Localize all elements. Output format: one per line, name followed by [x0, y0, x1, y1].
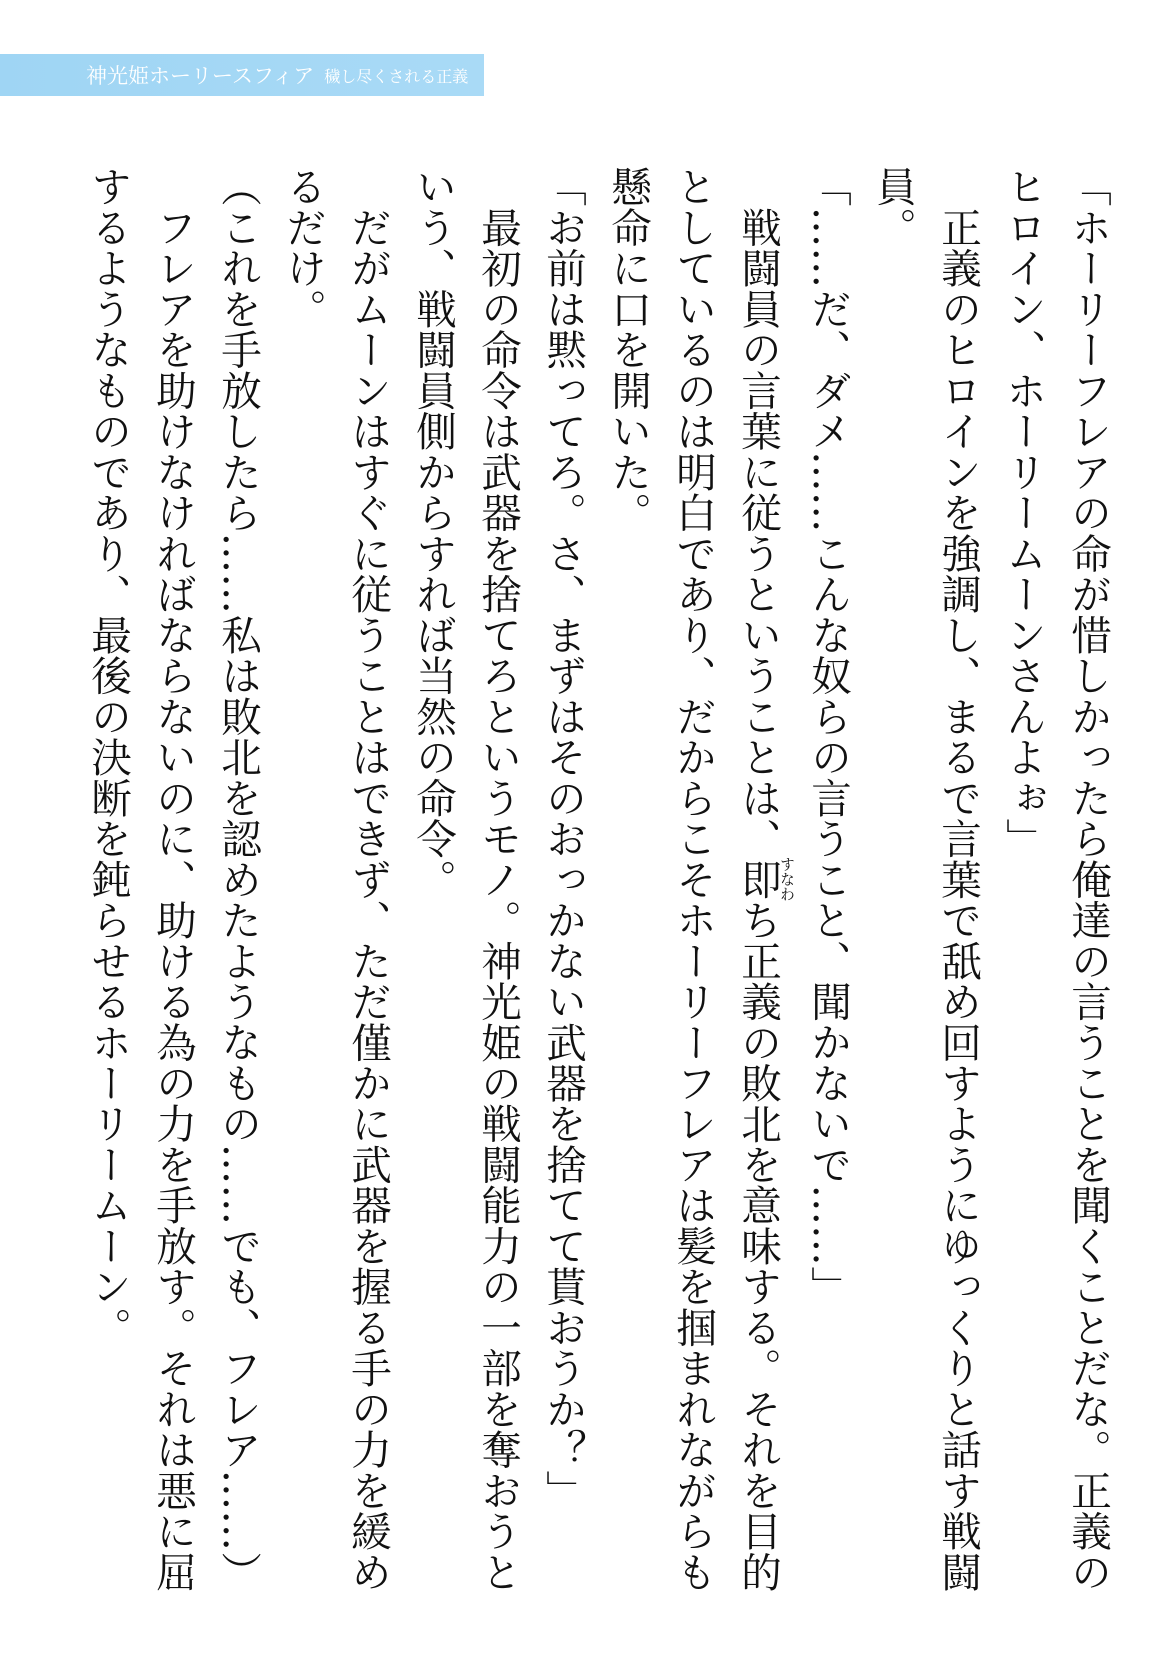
body-text [60, 166, 1120, 1606]
paragraph-9 [75, 166, 205, 1606]
paragraph-1: 「ホーリーフレアの命が惜しかったら俺達の言うことを聞くことだな。正義のヒロイン、ホーリームーンさんよぉ」 [999, 166, 1112, 1592]
paragraph-4 [595, 166, 795, 1606]
chapter-subtitle: 穢し尽くされる正義 [324, 66, 469, 86]
header-band [0, 54, 484, 96]
paragraph-4-text-before: 戦闘員の言葉に従うということは、 [734, 206, 782, 859]
paragraph-6 [400, 166, 530, 1606]
paragraph-3: 「……だ、ダメ……こんな奴らの言うこと、聞かないで……」 [804, 166, 852, 1307]
paragraph-8: （これを手放したら……私は敗北を認めたようなもの……でも、フレア……） [214, 166, 262, 1592]
paragraph-2 [860, 166, 990, 1606]
paragraph-9-text: フレアを助けなければならないのに、助ける為の力を手放す。それは悪に屈するようなものであり、最後の決断を鈍らせるホーリームーン。 [84, 166, 197, 1592]
paragraph-6-text: 最初の命令は武器を捨てろというモノ。神光姫の戦闘能力の一部を奪おうという、戦闘員側からすれば当然の命令。 [409, 166, 522, 1592]
paragraph-5: 「お前は黙ってろ。さ、まずはそのおっかない武器を捨てて貰おうか？」 [539, 166, 587, 1511]
book-title: 神光姫ホーリースフィア [86, 64, 315, 88]
furigana-ruby [734, 856, 796, 902]
paragraph-7 [270, 166, 400, 1606]
ruby-reading: すなわ [778, 856, 796, 902]
ruby-base: 即 [734, 856, 782, 902]
paragraph-4-text-after: ち正義の敗北を意味する。それを目的としているのは明白であり、だからこそホーリーフレアは髪を掴まれながらも懸命に口を開いた。 [604, 166, 782, 1592]
paragraph-7-text: だがムーンはすぐに従うことはできず、ただ僅かに武器を握る手の力を緩めるだけ。 [279, 166, 392, 1592]
paragraph-2-text: 正義のヒロインを強調し、まるで言葉で舐め回すようにゆっくりと話す戦闘員。 [869, 166, 982, 1592]
